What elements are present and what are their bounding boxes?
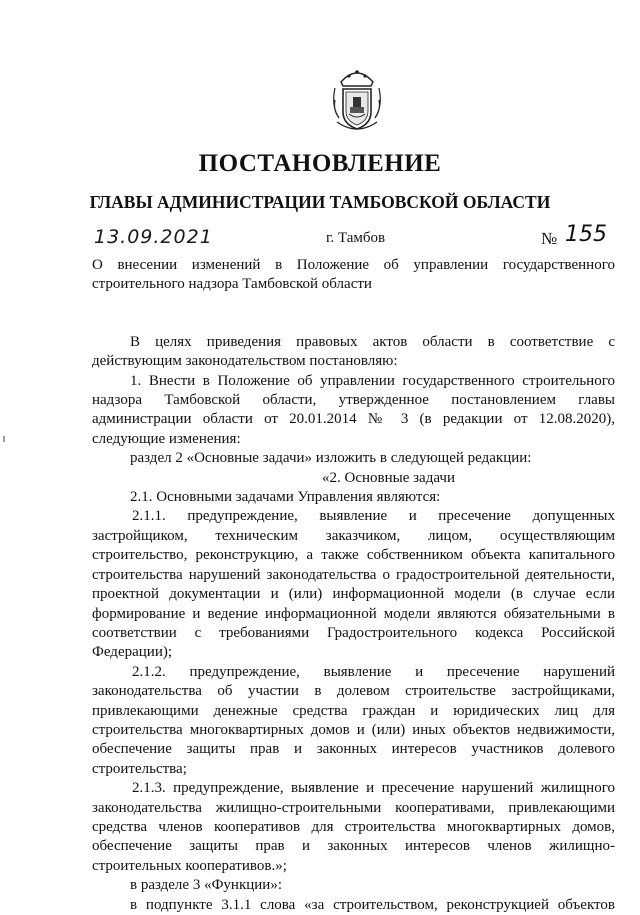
paragraph-line: в подпункте 3.1.1 слова «за строительством, реконструкцией объектов [130, 896, 615, 913]
paragraph-line: раздел 2 «Основные задачи» изложить в следующей редакции: [130, 450, 532, 467]
paragraph-line: 1. Внести в Положение об управлении государственного строительного [130, 372, 615, 389]
paragraph-line: надзора Тамбовской области, утвержденное постановлением главы [92, 392, 615, 409]
paragraph-line: администрации области от 20.01.2014 № 3 (в редакции от 12.08.2020), [92, 411, 615, 428]
paragraph-line: 2.1.3. предупреждение, выявление и пресечение нарушений жилищного [132, 780, 615, 797]
paragraph-line: строительных кооперативов.»; [92, 857, 287, 874]
spacer [92, 295, 615, 314]
number-label: № [541, 229, 558, 248]
handwritten-date: 13.09.2021 [94, 226, 213, 248]
paragraph-line: действующим законодательством постановляю: [92, 353, 398, 370]
paragraph-line: законодательства об участии в долевом строительстве застройщиками, [92, 683, 615, 700]
document-body [92, 256, 615, 915]
section-heading: «2. Основные задачи [322, 469, 455, 486]
issuer-title: ГЛАВЫ АДМИНИСТРАЦИИ ТАМБОВСКОЙ ОБЛАСТИ [89, 192, 551, 212]
paragraph-line: строительства нарушений законодательства о градостроительной деятельности, [92, 566, 615, 583]
paragraph-line: соответствии с требованиями Градостроительного кодекса Российской [92, 624, 615, 641]
paragraph-line: привлекающими денежные средства граждан и юридических лиц для [92, 702, 615, 719]
paragraph-line: Федерации); [92, 644, 173, 661]
paragraph-line: 2.1.2. предупреждение, выявление и пресечение нарушений [132, 663, 615, 680]
scan-margin-mark [3, 436, 5, 442]
subject-line: О внесении изменений в Положение об управлении государственного [92, 257, 615, 273]
paragraph-line: в разделе 3 «Функции»: [130, 877, 282, 894]
paragraph-line: обеспечение защиты прав и законных интересов членов жилищно- [92, 838, 615, 855]
paragraph-line: проектной документации и (или) информационной модели (в случае если [92, 586, 615, 603]
paragraph-line: В целях приведения правовых актов области в соответствие с [130, 333, 615, 350]
paragraph-line: обеспечение защиты прав и законных интересов участников долевого [92, 741, 615, 758]
paragraph-line: 2.1. Основными задачами Управления являются: [130, 489, 441, 506]
spacer [92, 314, 615, 333]
paragraph-line: строительство, реконструкцию, а также собственником объекта капитального [92, 547, 615, 564]
paragraph-line: строительства; [92, 760, 187, 777]
paragraph-line: 2.1.1. предупреждение, выявление и пресечение допущенных [132, 508, 615, 525]
paragraph-line: застройщиком, техническим заказчиком, лицом, осуществляющим [92, 527, 615, 544]
coat-of-arms-emblem [327, 62, 387, 137]
paragraph-line: формирование и ведение информационной модели являются обязательными в [92, 605, 615, 622]
handwritten-number: 155 [565, 222, 607, 247]
paragraph-line: средства членов кооперативов для строительства многоквартирных домов, [92, 818, 615, 835]
subject-line: строительного надзора Тамбовской области [92, 276, 372, 293]
paragraph-line: строительства многоквартирных домов и (или) иных объектов недвижимости, [92, 721, 615, 738]
paragraph-line: следующие изменения: [92, 430, 241, 447]
paragraph-line: законодательства жилищно-строительными кооперативами, привлекающими [92, 799, 615, 816]
document-title: ПОСТАНОВЛЕНИЕ [198, 150, 442, 177]
city-label: г. Тамбов [326, 230, 386, 246]
